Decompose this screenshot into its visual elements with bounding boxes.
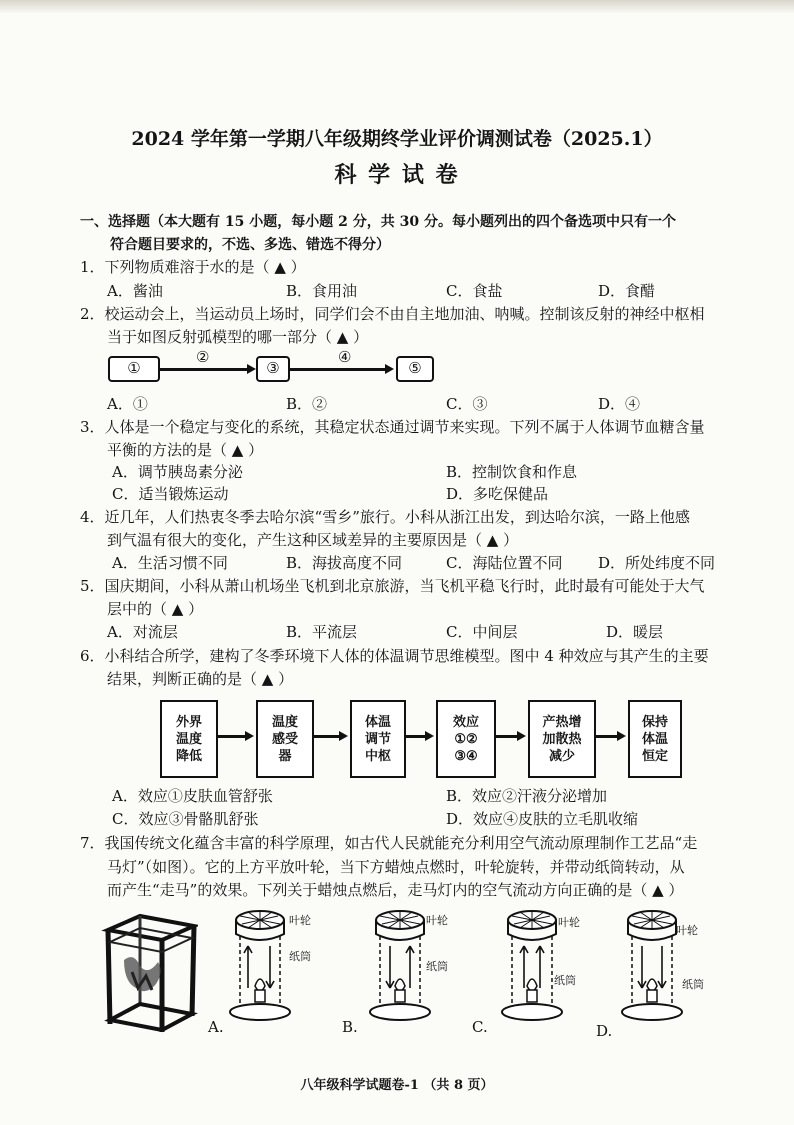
lantern-diagram-d — [612, 906, 722, 1034]
q1-stem: 1．下列物质难溶于水的是（ ▲ ） — [80, 258, 306, 276]
reflex-arrow-1-label: ② — [196, 348, 210, 366]
q3-option-d: D．多吃保健品 — [446, 485, 549, 503]
q5-option-d: D．暖层 — [606, 623, 664, 641]
q1-option-a: A．酱油 — [107, 282, 163, 300]
scan-edge-shadow — [0, 0, 794, 14]
q7-option-a-letter: A. — [208, 1018, 224, 1036]
flow-box-1-line3: 降低 — [175, 748, 202, 764]
reflex-arrow-2 — [290, 368, 386, 371]
exam-title: 2024 学年第一学期八年级期终学业评价调测试卷（2025.1） — [131, 128, 663, 150]
label-tube-b: 纸筒 — [426, 960, 448, 973]
q2-option-d: D．④ — [598, 395, 641, 413]
flow-box-6-line3: 恒定 — [641, 748, 668, 764]
q4-stem-line1: 4．近几年，人们热衷冬季去哈尔滨“雪乡”旅行。小科从浙江出发，到达哈尔滨，一路上他感 — [80, 508, 690, 526]
q4-stem-line2: 到气温有很大的变化，产生这种区域差异的主要原因是（ ▲ ） — [107, 531, 519, 549]
q1-option-c: C．食盐 — [446, 282, 503, 300]
q3-option-a: A．调节胰岛素分泌 — [112, 463, 243, 481]
label-impeller-c: 叶轮 — [558, 916, 580, 929]
flow-box-2-line2: 感受 — [271, 731, 298, 747]
flow-arrow-2 — [314, 735, 340, 738]
flow-box-4 — [436, 700, 496, 778]
flow-box-5-line2: 加散热 — [542, 731, 582, 747]
exam-subtitle: 科 学 试 卷 — [334, 162, 460, 188]
flow-box-1-line1: 外界 — [175, 714, 202, 730]
flow-arrow-3 — [406, 735, 426, 738]
flow-box-6-line1: 保持 — [641, 714, 668, 730]
reflex-arrow-2-label: ④ — [338, 348, 352, 366]
q3-option-b: B．控制饮食和作息 — [446, 463, 578, 481]
label-tube-a: 纸筒 — [289, 950, 311, 963]
flow-arrow-1 — [218, 735, 246, 738]
q4-option-d: D．所处纬度不同 — [598, 554, 716, 572]
lantern-photo — [100, 912, 198, 1034]
q3-stem-line1: 3．人体是一个稳定与变化的系统，其稳定状态通过调节来实现。下列不属于人体调节血糖含量 — [80, 418, 705, 436]
q5-stem-line1: 5．国庆期间，小科从萧山机场坐飞机到北京旅游，当飞机平稳飞行时，此时最有可能处于大气 — [80, 577, 705, 595]
q6-stem-line2: 结果，判断正确的是（ ▲ ） — [107, 670, 294, 688]
flow-box-5 — [528, 700, 596, 778]
reflex-box-1: ① — [108, 356, 160, 382]
q6-option-d: D．效应④皮肤的立毛肌收缩 — [446, 810, 639, 828]
q6-option-a: A．效应①皮肤血管舒张 — [112, 787, 273, 805]
flow-box-3-line2: 调节 — [364, 731, 391, 747]
label-impeller-d: 叶轮 — [676, 924, 698, 937]
q4-option-a: A．生活习惯不同 — [112, 554, 228, 572]
flow-box-2-line3: 器 — [278, 748, 292, 764]
q7-option-d-letter: D. — [596, 1022, 613, 1040]
flow-box-5-line3: 减少 — [548, 748, 575, 764]
label-tube-c: 纸筒 — [554, 974, 576, 987]
q7-stem-line2: 马灯”（如图）。它的上方平放叶轮，当下方蜡烛点燃时，叶轮旋转，并带动纸筒转动，从 — [107, 858, 685, 876]
flow-box-3-line1: 体温 — [364, 714, 391, 730]
flow-box-2 — [256, 700, 314, 778]
q7-option-c-letter: C. — [472, 1018, 488, 1036]
flow-box-1-line2: 温度 — [175, 731, 202, 747]
q3-option-c: C．适当锻炼运动 — [112, 485, 229, 503]
q5-option-a: A．对流层 — [107, 623, 178, 641]
flow-box-6-line2: 体温 — [641, 731, 668, 747]
q5-option-c: C．中间层 — [446, 623, 518, 641]
flow-box-2-line1: 温度 — [271, 714, 298, 730]
q6-option-c: C．效应③骨骼肌舒张 — [112, 810, 259, 828]
reflex-box-3: ⑤ — [396, 356, 434, 382]
label-tube-d: 纸筒 — [682, 978, 704, 991]
flow-box-6 — [628, 700, 682, 778]
flow-box-1 — [160, 700, 218, 778]
reflex-box-2: ③ — [256, 356, 290, 382]
flow-arrow-5 — [596, 735, 618, 738]
q2-stem-line1: 2．校运动会上，当运动员上场时，同学们会不由自主地加油、呐喊。控制该反射的神经中枢相 — [80, 305, 705, 323]
q7-stem-line1: 7．我国传统文化蕴含丰富的科学原理，如古代人民就能充分利用空气流动原理制作工艺品“走 — [80, 834, 698, 852]
q2-option-a: A．① — [107, 395, 148, 413]
label-impeller-b: 叶轮 — [426, 914, 448, 927]
q3-stem-line2: 平衡的方法的是（ ▲ ） — [107, 441, 264, 459]
reflex-arrow-1 — [160, 368, 248, 371]
q2-stem-line2: 当于如图反射弧模型的哪一部分（ ▲ ） — [107, 328, 369, 346]
q2-option-c: C．③ — [446, 395, 488, 413]
q1-option-d: D．食醋 — [598, 282, 656, 300]
flow-arrow-4 — [496, 735, 518, 738]
flow-box-5-line1: 产热增 — [542, 714, 582, 730]
q6-stem-line1: 6．小科结合所学，建构了冬季环境下人体的体温调节思维模型。图中 4 种效应与其产生的主要 — [80, 647, 709, 665]
q7-stem-line3: 而产生“走马”的效果。下列关于蜡烛点燃后，走马灯内的空气流动方向正确的是（ ▲ ） — [107, 881, 684, 899]
flow-box-3 — [350, 700, 406, 778]
flow-box-4-line3: ③④ — [454, 748, 478, 764]
q5-option-b: B．平流层 — [286, 623, 358, 641]
section-heading-line1: 一、选择题（本大题有 15 小题，每小题 2 分，共 30 分。每小题列出的四个备选项中只有一个 — [80, 214, 676, 230]
flow-box-3-line3: 中枢 — [364, 748, 391, 764]
flow-box-4-line1: 效应 — [452, 714, 479, 730]
q5-stem-line2: 层中的（ ▲ ） — [107, 600, 204, 618]
q1-option-b: B．食用油 — [286, 282, 358, 300]
q7-option-b-letter: B. — [342, 1018, 358, 1036]
label-impeller-a: 叶轮 — [289, 914, 311, 927]
q4-option-c: C．海陆位置不同 — [446, 554, 563, 572]
page-footer: 八年级科学试题卷-1 （共 8 页） — [300, 1078, 494, 1093]
section-heading-line2: 符合题目要求的，不选、多选、错选不得分） — [110, 237, 390, 253]
q6-option-b: B．效应②汗液分泌增加 — [446, 787, 608, 805]
q4-option-b: B．海拔高度不同 — [286, 554, 403, 572]
flow-box-4-line2: ①② — [454, 731, 478, 747]
q2-option-b: B．② — [286, 395, 328, 413]
